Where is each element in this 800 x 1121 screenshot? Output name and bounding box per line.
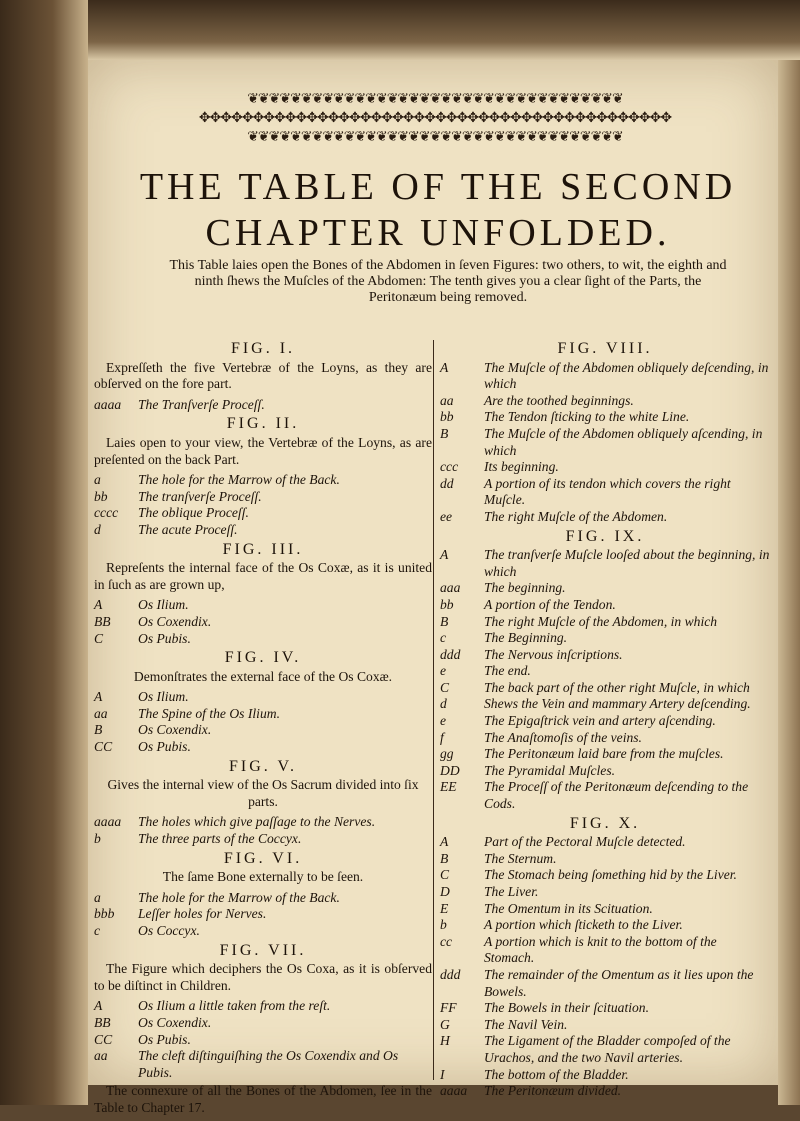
legend-key: I — [440, 1066, 445, 1082]
legend-entry — [440, 597, 770, 614]
legend-description: The Epigaſtrick vein and artery aſcending. — [484, 713, 716, 729]
legend-description: The right Muſcle of the Abdomen. — [484, 508, 668, 524]
legend-entry — [440, 393, 770, 410]
legend-entry — [94, 1015, 432, 1032]
legend-entry — [440, 1033, 770, 1066]
legend-entry — [440, 730, 770, 747]
legend-key: A — [94, 597, 103, 613]
legend-entry — [440, 1000, 770, 1017]
legend-entry — [94, 522, 432, 539]
legend-key: aaa — [440, 580, 461, 596]
legend-entry — [440, 934, 770, 967]
fig-heading: FIG. IX. — [565, 527, 645, 545]
legend-entry — [440, 917, 770, 934]
legend-entry — [94, 998, 432, 1015]
legend-list — [94, 472, 432, 538]
book-gutter — [0, 0, 88, 1105]
legend-description: The Sternum. — [484, 850, 557, 866]
legend-key: B — [94, 722, 103, 738]
legend-entry — [440, 360, 770, 393]
legend-entry — [440, 426, 770, 459]
legend-entry — [440, 647, 770, 664]
legend-key: BB — [94, 613, 111, 629]
legend-list — [94, 689, 432, 755]
legend-key: cc — [440, 933, 453, 949]
legend-description: The cleft diſtinguiſhing the Os Coxendix and Os Pubis. — [138, 1048, 399, 1080]
legend-description: The three parts of the Coccyx. — [138, 831, 302, 847]
legend-key: aa — [94, 1048, 108, 1064]
legend-description: The Beginning. — [484, 630, 568, 646]
fig-description: Gives the internal view of the Os Sacrum divided into ſix parts. — [107, 777, 419, 809]
ornament-row: ❦❦❦❦❦❦❦❦❦❦❦❦❦❦❦❦❦❦❦❦❦❦❦❦❦❦❦❦❦❦❦❦❦❦❦ — [247, 91, 623, 107]
column-divider — [433, 340, 434, 1080]
legend-description: Os Coxendix. — [138, 722, 212, 738]
legend-description: The tranſverſe Muſcle looſed about the beginning, in which — [484, 547, 770, 579]
fig-heading: FIG. I. — [230, 340, 296, 357]
legend-description: Part of the Pectoral Muſcle detected. — [484, 834, 686, 850]
legend-key: gg — [440, 746, 454, 762]
legend-key: B — [440, 425, 449, 441]
legend-list — [94, 814, 432, 847]
legend-description: The Tendon ſticking to the white Line. — [484, 409, 690, 425]
fig-description: The ſame Bone externally to be ſeen. — [162, 869, 364, 885]
legend-list — [440, 834, 770, 1100]
legend-key: aaaa — [440, 1083, 468, 1099]
page-right-edge — [778, 60, 800, 1105]
legend-entry — [94, 739, 432, 756]
legend-description: The Muſcle of the Abdomen obliquely deſcending, in which — [484, 359, 769, 392]
legend-key: C — [440, 679, 450, 695]
legend-entry — [94, 722, 432, 739]
fig-description: Expreſſeth the five Vertebræ of the Loyns, as they are obſerved on the fore part. — [94, 359, 432, 392]
legend-key: aaaa — [94, 396, 122, 412]
legend-description: The Peritonæum divided. — [484, 1083, 622, 1099]
legend-key: aa — [94, 705, 108, 721]
legend-description: Shews the Vein and mammary Artery deſcending. — [484, 696, 751, 712]
legend-entry — [440, 630, 770, 647]
legend-description: The Proceſſ of the Peritonæum deſcending to the Cods. — [484, 779, 749, 812]
legend-description: Leſſer holes for Nerves. — [138, 906, 267, 922]
legend-description: Os Coxendix. — [138, 613, 212, 629]
legend-key: A — [440, 359, 449, 375]
legend-description: The Omentum in its Scituation. — [484, 900, 653, 916]
legend-entry — [94, 814, 432, 831]
legend-description: The acute Proceſſ. — [138, 521, 238, 537]
legend-description: The Anaſtomoſis of the veins. — [484, 729, 642, 745]
legend-description: A portion of the Tendon. — [484, 596, 616, 612]
legend-entry — [94, 1032, 432, 1049]
title-line-2: CHAPTER UNFOLDED. — [205, 212, 671, 254]
legend-key: C — [94, 630, 104, 646]
fig-description: The Figure which deciphers the Os Coxa, as it is obſerved to be diſtinct in Children. — [94, 961, 432, 993]
legend-entry — [440, 834, 770, 851]
legend-key: A — [94, 998, 103, 1014]
legend-key: D — [440, 884, 450, 899]
legend-entry — [94, 831, 432, 848]
legend-list — [94, 597, 432, 647]
legend-entry — [94, 597, 432, 614]
legend-entry — [440, 1067, 770, 1084]
legend-entry — [94, 906, 432, 923]
legend-list — [440, 360, 770, 526]
legend-description: The right Muſcle of the Abdomen, in which — [484, 613, 718, 629]
legend-description: Os Pubis. — [138, 630, 191, 646]
legend-entry — [440, 713, 770, 730]
legend-entry — [440, 851, 770, 868]
legend-description: The Pyramidal Muſcles. — [484, 762, 616, 778]
legend-key: G — [440, 1016, 450, 1032]
legend-description: Os Ilium a little taken from the reſt. — [138, 998, 331, 1014]
fig-heading: FIG. VIII. — [557, 340, 653, 357]
legend-entry — [94, 397, 432, 414]
legend-key: A — [94, 689, 103, 705]
legend-entry — [440, 680, 770, 697]
legend-entry — [440, 614, 770, 631]
legend-description: Os Pubis. — [138, 739, 191, 755]
fig-heading: FIG. X. — [569, 814, 641, 832]
legend-key: f — [440, 729, 444, 745]
legend-entry — [440, 509, 770, 526]
legend-description: A portion which ſticketh to the Liver. — [484, 917, 683, 933]
legend-entry — [440, 763, 770, 780]
right-column — [440, 338, 770, 1100]
legend-entry — [94, 890, 432, 907]
legend-entry — [440, 746, 770, 763]
legend-key: a — [94, 472, 101, 488]
intro-paragraph: This Table laies open the Bones of the Abdomen in ſeven Figures: two others, to wit, the eighth and ninth ſhews the Muſcles of the Abdomen: The tenth gives you a clear ſight of the Parts, the Peritonæum being removed. — [169, 258, 727, 305]
legend-key: e — [440, 713, 447, 729]
legend-description: The Bowels in their ſcituation. — [484, 1000, 650, 1016]
legend-description: The remainder of the Omentum as it lies upon the Bowels. — [484, 966, 754, 999]
legend-list — [94, 998, 432, 1081]
closing-note: The connexure of all the Bones of the Abdomen, ſee in the Table to Chapter 17. — [94, 1083, 432, 1115]
legend-key: aa — [440, 392, 454, 408]
legend-description: A portion which is knit to the bottom of the Stomach. — [484, 933, 717, 966]
legend-entry — [440, 1017, 770, 1034]
legend-key: CC — [94, 739, 113, 755]
page-top-edge — [88, 0, 800, 60]
legend-description: The back part of the other right Muſcle, in which — [484, 679, 750, 695]
legend-key: ee — [440, 508, 453, 524]
fig-description: Laies open to your view, the Vertebræ of the Loyns, as are preſented on the back Part. — [94, 434, 432, 467]
legend-entry — [94, 489, 432, 506]
legend-key: FF — [440, 1000, 457, 1016]
legend-description: The Muſcle of the Abdomen obliquely aſcending, in which — [484, 425, 763, 458]
legend-key: bb — [94, 488, 108, 504]
legend-key: bb — [440, 409, 454, 425]
legend-description: Os Coccyx. — [138, 923, 200, 938]
fig-heading: FIG. VII. — [219, 941, 307, 959]
legend-key: c — [440, 630, 447, 646]
legend-entry — [440, 779, 770, 812]
ornament-row: ❦❦❦❦❦❦❦❦❦❦❦❦❦❦❦❦❦❦❦❦❦❦❦❦❦❦❦❦❦❦❦❦❦❦❦ — [247, 129, 623, 145]
legend-description: Os Ilium. — [138, 689, 189, 705]
legend-entry — [94, 631, 432, 648]
left-column — [94, 338, 432, 1121]
legend-key: d — [440, 696, 447, 712]
legend-key: bb — [440, 596, 454, 612]
legend-description: The Spine of the Os Ilium. — [138, 705, 280, 721]
legend-entry — [440, 696, 770, 713]
legend-description: Os Ilium. — [138, 597, 189, 613]
legend-key: EE — [440, 779, 457, 795]
legend-entry — [440, 547, 770, 580]
legend-entry — [440, 476, 770, 509]
legend-description: The bottom of the Bladder. — [484, 1066, 629, 1082]
legend-key: ccc — [440, 459, 459, 475]
legend-entry — [94, 1048, 432, 1081]
legend-key: B — [440, 850, 449, 866]
legend-description: The Nervous inſcriptions. — [484, 646, 623, 662]
legend-description: The tranſverſe Proceſſ. — [138, 488, 262, 504]
legend-entry — [440, 1083, 770, 1100]
fig-description: Repreſents the internal face of the Os Coxæ, as it is united in ſuch as are grown up, — [94, 560, 432, 592]
legend-description: The holes which give paſſage to the Nerves. — [138, 814, 376, 830]
legend-entry — [440, 867, 770, 884]
legend-key: DD — [440, 762, 460, 778]
legend-description: The Navil Vein. — [484, 1016, 568, 1032]
legend-key: C — [440, 867, 450, 883]
legend-key: d — [94, 521, 101, 537]
fig-heading: FIG. VI. — [223, 849, 303, 867]
legend-entry — [94, 689, 432, 706]
legend-key: b — [440, 917, 447, 933]
ornament-band — [120, 90, 750, 160]
legend-description: The Stomach being ſomething hid by the Liver. — [484, 867, 737, 883]
legend-entry — [440, 409, 770, 426]
legend-list — [94, 890, 432, 940]
book-page — [88, 60, 778, 1115]
legend-key: E — [440, 900, 449, 916]
legend-key: c — [94, 923, 101, 938]
legend-description: Are the toothed beginnings. — [484, 392, 634, 408]
legend-key: dd — [440, 475, 454, 491]
legend-key: bbb — [94, 906, 115, 922]
legend-description: The oblique Proceſſ. — [138, 505, 249, 521]
legend-description: The Liver. — [484, 884, 539, 899]
fig-heading: FIG. II. — [226, 415, 300, 433]
ornament-row: ✥✥✥✥✥✥✥✥✥✥✥✥✥✥✥✥✥✥✥✥✥✥✥✥✥✥✥✥✥✥✥✥✥✥✥✥✥✥✥✥✥✥✥✥ — [198, 110, 672, 126]
fig-heading: FIG. IV. — [224, 649, 302, 667]
legend-description: Os Pubis. — [138, 1031, 191, 1047]
legend-key: cccc — [94, 505, 119, 521]
legend-description: Its beginning. — [484, 459, 559, 475]
legend-key: H — [440, 1033, 450, 1049]
legend-entry — [440, 884, 770, 901]
legend-description: The Ligament of the Bladder compoſed of the Urachos, and the two Navil arteries. — [484, 1033, 731, 1065]
legend-entry — [440, 663, 770, 680]
legend-entry — [94, 505, 432, 522]
legend-description: A portion of its tendon which covers the right Muſcle. — [484, 475, 731, 508]
legend-key: a — [94, 889, 101, 905]
legend-key: A — [440, 834, 449, 850]
legend-key: ddd — [440, 646, 461, 662]
legend-entry — [440, 459, 770, 476]
legend-key: BB — [94, 1014, 111, 1030]
legend-entry — [94, 923, 432, 940]
legend-description: The Peritonæum laid bare from the muſcles. — [484, 746, 724, 762]
legend-description: The hole for the Marrow of the Back. — [138, 472, 340, 488]
legend-key: A — [440, 547, 449, 563]
page-title — [128, 168, 748, 252]
legend-list — [440, 547, 770, 813]
legend-key: B — [440, 613, 449, 629]
legend-description: Os Coxendix. — [138, 1014, 212, 1030]
legend-key: aaaa — [94, 814, 122, 830]
legend-description: The hole for the Marrow of the Back. — [138, 889, 340, 905]
legend-entry — [440, 901, 770, 918]
fig-description: Demonſtrates the external face of the Os Coxæ. — [133, 668, 393, 684]
legend-key: e — [440, 663, 447, 679]
title-line-1: THE TABLE OF THE SECOND — [139, 166, 737, 208]
legend-entry — [94, 472, 432, 489]
legend-entry — [440, 580, 770, 597]
legend-description: The beginning. — [484, 580, 566, 596]
fig-heading: FIG. V. — [229, 757, 297, 775]
legend-entry — [94, 614, 432, 631]
legend-entry — [94, 706, 432, 723]
legend-description: The end. — [484, 663, 531, 679]
legend-description: The Tranſverſe Proceſſ. — [138, 396, 265, 412]
legend-key: b — [94, 831, 101, 847]
legend-entry — [440, 967, 770, 1000]
legend-list — [94, 397, 432, 414]
legend-key: ddd — [440, 966, 461, 982]
legend-key: CC — [94, 1031, 113, 1047]
fig-heading: FIG. III. — [222, 540, 304, 558]
